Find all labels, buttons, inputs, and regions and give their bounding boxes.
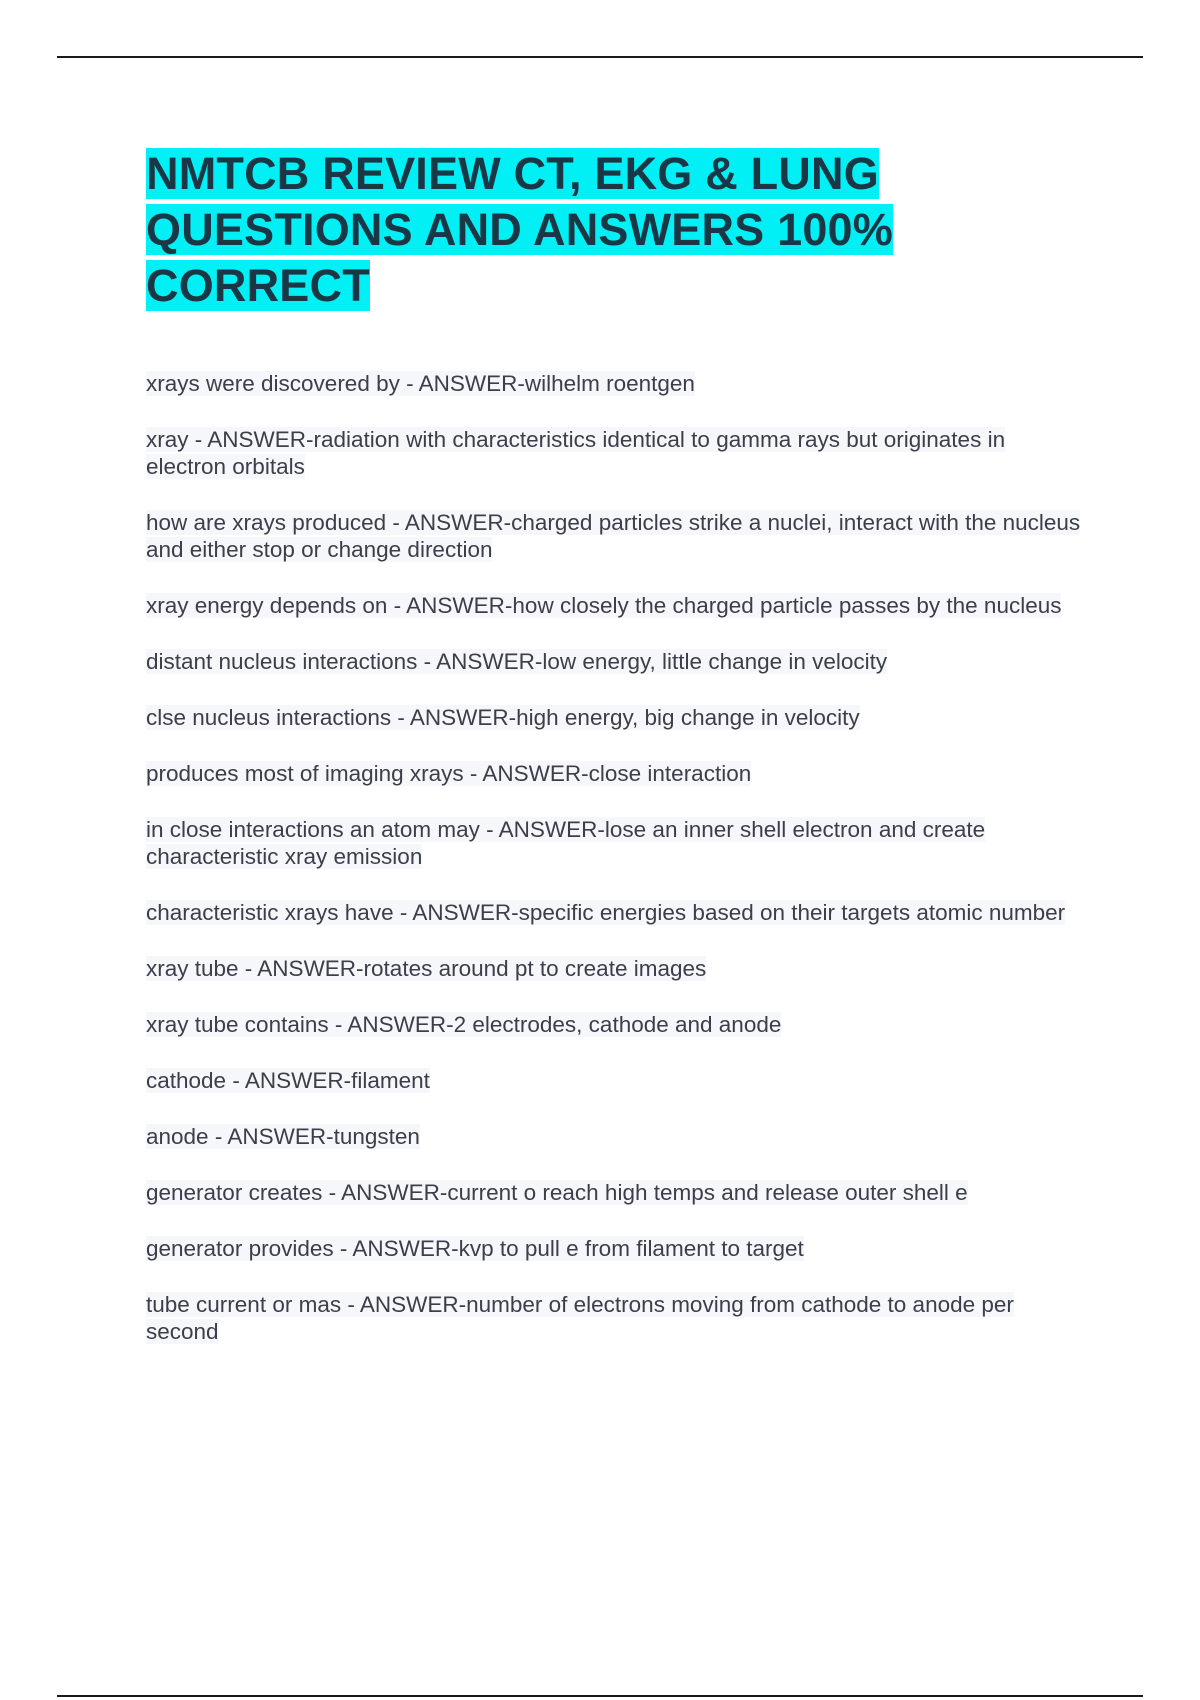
document-title-text: NMTCB REVIEW CT, EKG & LUNG QUESTIONS AND ANSWERS 100% CORRECT: [146, 148, 893, 311]
qa-item: characteristic xrays have - ANSWER-specific energies based on their targets atomic number: [146, 900, 1066, 925]
document-title: [146, 146, 1086, 314]
qa-item: generator provides - ANSWER-kvp to pull e from filament to target: [146, 1236, 804, 1261]
qa-item: xray tube - ANSWER-rotates around pt to create images: [146, 956, 707, 981]
qa-list: [146, 370, 1086, 1345]
qa-item: cathode - ANSWER-filament: [146, 1068, 430, 1093]
qa-item: generator creates - ANSWER-current o reach high temps and release outer shell e: [146, 1180, 968, 1205]
footer-rule: [57, 1695, 1143, 1697]
document-body: [146, 146, 1086, 1374]
qa-item: xray energy depends on - ANSWER-how closely the charged particle passes by the nucleus: [146, 593, 1062, 618]
header-rule: [57, 56, 1143, 58]
qa-item: in close interactions an atom may - ANSWER-lose an inner shell electron and create characteristic xray emission: [146, 817, 986, 869]
qa-item: xray - ANSWER-radiation with characteristics identical to gamma rays but originates in electron orbitals: [146, 427, 1006, 479]
qa-item: how are xrays produced - ANSWER-charged particles strike a nuclei, interact with the nucleus and either stop or change direction: [146, 510, 1081, 562]
qa-item: produces most of imaging xrays - ANSWER-close interaction: [146, 761, 752, 786]
qa-item: clse nucleus interactions - ANSWER-high energy, big change in velocity: [146, 705, 860, 730]
qa-item: xray tube contains - ANSWER-2 electrodes, cathode and anode: [146, 1012, 782, 1037]
qa-item: tube current or mas - ANSWER-number of electrons moving from cathode to anode per second: [146, 1292, 1014, 1344]
qa-item: xrays were discovered by - ANSWER-wilhelm roentgen: [146, 371, 695, 396]
qa-item: anode - ANSWER-tungsten: [146, 1124, 420, 1149]
qa-item: distant nucleus interactions - ANSWER-low energy, little change in velocity: [146, 649, 888, 674]
